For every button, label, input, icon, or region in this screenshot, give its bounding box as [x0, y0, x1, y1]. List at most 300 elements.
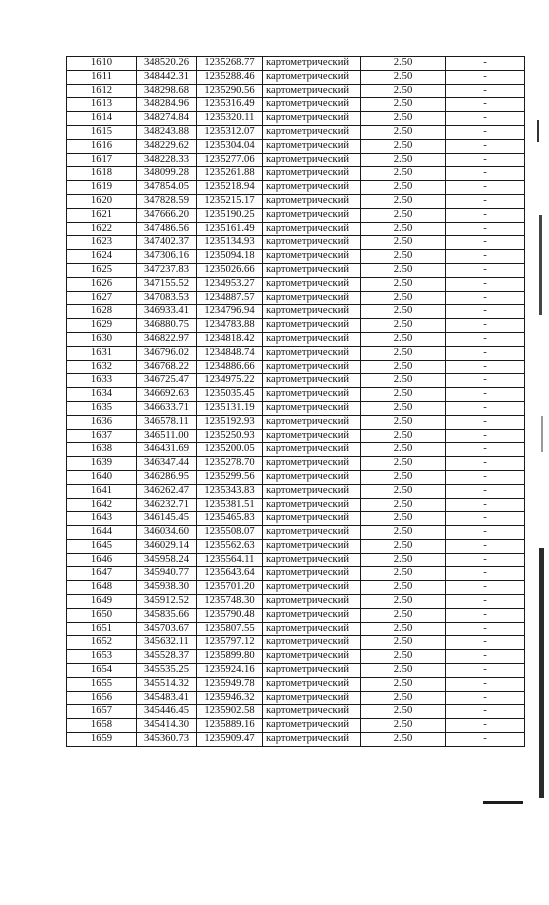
point-number-cell: 1637 — [67, 429, 137, 443]
accuracy-cell: 2.50 — [361, 236, 446, 250]
point-number-cell: 1656 — [67, 691, 137, 705]
accuracy-cell: 2.50 — [361, 222, 446, 236]
table-row — [67, 98, 525, 112]
scan-artifact — [541, 416, 543, 452]
accuracy-cell: 2.50 — [361, 484, 446, 498]
method-cell: картометрический — [263, 650, 361, 664]
description-cell: - — [446, 167, 525, 181]
description-cell: - — [446, 388, 525, 402]
x-coordinate-cell: 345446.45 — [137, 705, 197, 719]
accuracy-cell: 2.50 — [361, 57, 446, 71]
description-cell: - — [446, 581, 525, 595]
y-coordinate-cell: 1235268.77 — [197, 57, 263, 71]
y-coordinate-cell: 1235889.16 — [197, 719, 263, 733]
table-row — [67, 608, 525, 622]
method-cell: картометрический — [263, 167, 361, 181]
accuracy-cell: 2.50 — [361, 208, 446, 222]
y-coordinate-cell: 1234796.94 — [197, 305, 263, 319]
x-coordinate-cell: 346286.95 — [137, 470, 197, 484]
point-number-cell: 1650 — [67, 608, 137, 622]
y-coordinate-cell: 1235316.49 — [197, 98, 263, 112]
method-cell: картометрический — [263, 553, 361, 567]
table-row — [67, 636, 525, 650]
y-coordinate-cell: 1235192.93 — [197, 415, 263, 429]
table-row — [67, 194, 525, 208]
x-coordinate-cell: 348274.84 — [137, 112, 197, 126]
y-coordinate-cell: 1235899.80 — [197, 650, 263, 664]
method-cell: картометрический — [263, 733, 361, 747]
x-coordinate-cell: 345360.73 — [137, 733, 197, 747]
coordinates-table-body — [67, 57, 525, 747]
point-number-cell: 1639 — [67, 457, 137, 471]
accuracy-cell: 2.50 — [361, 112, 446, 126]
point-number-cell: 1652 — [67, 636, 137, 650]
table-row — [67, 484, 525, 498]
point-number-cell: 1638 — [67, 443, 137, 457]
table-row — [67, 305, 525, 319]
description-cell: - — [446, 539, 525, 553]
table-row — [67, 84, 525, 98]
accuracy-cell: 2.50 — [361, 250, 446, 264]
table-row — [67, 57, 525, 71]
description-cell: - — [446, 719, 525, 733]
method-cell: картометрический — [263, 429, 361, 443]
description-cell: - — [446, 277, 525, 291]
description-cell: - — [446, 153, 525, 167]
x-coordinate-cell: 346578.11 — [137, 415, 197, 429]
y-coordinate-cell: 1234848.74 — [197, 346, 263, 360]
x-coordinate-cell: 348243.88 — [137, 125, 197, 139]
method-cell: картометрический — [263, 595, 361, 609]
description-cell: - — [446, 415, 525, 429]
point-number-cell: 1640 — [67, 470, 137, 484]
description-cell: - — [446, 470, 525, 484]
y-coordinate-cell: 1235701.20 — [197, 581, 263, 595]
table-row — [67, 705, 525, 719]
x-coordinate-cell: 345912.52 — [137, 595, 197, 609]
y-coordinate-cell: 1235807.55 — [197, 622, 263, 636]
y-coordinate-cell: 1235250.93 — [197, 429, 263, 443]
point-number-cell: 1631 — [67, 346, 137, 360]
table-row — [67, 208, 525, 222]
table-row — [67, 429, 525, 443]
description-cell: - — [446, 457, 525, 471]
table-row — [67, 181, 525, 195]
method-cell: картометрический — [263, 57, 361, 71]
accuracy-cell: 2.50 — [361, 470, 446, 484]
point-number-cell: 1641 — [67, 484, 137, 498]
method-cell: картометрический — [263, 346, 361, 360]
method-cell: картометрический — [263, 622, 361, 636]
accuracy-cell: 2.50 — [361, 650, 446, 664]
y-coordinate-cell: 1235200.05 — [197, 443, 263, 457]
accuracy-cell: 2.50 — [361, 84, 446, 98]
point-number-cell: 1635 — [67, 401, 137, 415]
x-coordinate-cell: 348228.33 — [137, 153, 197, 167]
accuracy-cell: 2.50 — [361, 360, 446, 374]
accuracy-cell: 2.50 — [361, 595, 446, 609]
x-coordinate-cell: 348229.62 — [137, 139, 197, 153]
y-coordinate-cell: 1235131.19 — [197, 401, 263, 415]
description-cell: - — [446, 595, 525, 609]
y-coordinate-cell: 1235924.16 — [197, 664, 263, 678]
x-coordinate-cell: 348284.96 — [137, 98, 197, 112]
x-coordinate-cell: 345940.77 — [137, 567, 197, 581]
x-coordinate-cell: 346431.69 — [137, 443, 197, 457]
method-cell: картометрический — [263, 139, 361, 153]
y-coordinate-cell: 1235381.51 — [197, 498, 263, 512]
x-coordinate-cell: 346034.60 — [137, 526, 197, 540]
point-number-cell: 1642 — [67, 498, 137, 512]
method-cell: картометрический — [263, 539, 361, 553]
y-coordinate-cell: 1235218.94 — [197, 181, 263, 195]
table-row — [67, 250, 525, 264]
table-row — [67, 388, 525, 402]
scan-artifact — [537, 120, 539, 142]
method-cell: картометрический — [263, 719, 361, 733]
point-number-cell: 1619 — [67, 181, 137, 195]
y-coordinate-cell: 1235343.83 — [197, 484, 263, 498]
y-coordinate-cell: 1235094.18 — [197, 250, 263, 264]
point-number-cell: 1629 — [67, 319, 137, 333]
accuracy-cell: 2.50 — [361, 388, 446, 402]
y-coordinate-cell: 1235643.64 — [197, 567, 263, 581]
method-cell: картометрический — [263, 512, 361, 526]
y-coordinate-cell: 1234886.66 — [197, 360, 263, 374]
point-number-cell: 1657 — [67, 705, 137, 719]
description-cell: - — [446, 677, 525, 691]
scan-artifact — [483, 801, 523, 804]
description-cell: - — [446, 664, 525, 678]
method-cell: картометрический — [263, 677, 361, 691]
table-row — [67, 677, 525, 691]
description-cell: - — [446, 236, 525, 250]
method-cell: картометрический — [263, 291, 361, 305]
accuracy-cell: 2.50 — [361, 70, 446, 84]
accuracy-cell: 2.50 — [361, 512, 446, 526]
description-cell: - — [446, 650, 525, 664]
y-coordinate-cell: 1235304.04 — [197, 139, 263, 153]
method-cell: картометрический — [263, 705, 361, 719]
point-number-cell: 1623 — [67, 236, 137, 250]
point-number-cell: 1632 — [67, 360, 137, 374]
table-row — [67, 539, 525, 553]
point-number-cell: 1615 — [67, 125, 137, 139]
accuracy-cell: 2.50 — [361, 415, 446, 429]
method-cell: картометрический — [263, 208, 361, 222]
x-coordinate-cell: 346796.02 — [137, 346, 197, 360]
x-coordinate-cell: 345958.24 — [137, 553, 197, 567]
method-cell: картометрический — [263, 401, 361, 415]
accuracy-cell: 2.50 — [361, 526, 446, 540]
accuracy-cell: 2.50 — [361, 181, 446, 195]
table-row — [67, 512, 525, 526]
x-coordinate-cell: 346511.00 — [137, 429, 197, 443]
description-cell: - — [446, 512, 525, 526]
y-coordinate-cell: 1235161.49 — [197, 222, 263, 236]
accuracy-cell: 2.50 — [361, 346, 446, 360]
accuracy-cell: 2.50 — [361, 277, 446, 291]
y-coordinate-cell: 1235134.93 — [197, 236, 263, 250]
y-coordinate-cell: 1235562.63 — [197, 539, 263, 553]
accuracy-cell: 2.50 — [361, 691, 446, 705]
point-number-cell: 1630 — [67, 332, 137, 346]
table-row — [67, 346, 525, 360]
x-coordinate-cell: 345632.11 — [137, 636, 197, 650]
table-row — [67, 457, 525, 471]
point-number-cell: 1611 — [67, 70, 137, 84]
accuracy-cell: 2.50 — [361, 539, 446, 553]
point-number-cell: 1644 — [67, 526, 137, 540]
description-cell: - — [446, 208, 525, 222]
description-cell: - — [446, 429, 525, 443]
y-coordinate-cell: 1235288.46 — [197, 70, 263, 84]
description-cell: - — [446, 84, 525, 98]
accuracy-cell: 2.50 — [361, 553, 446, 567]
point-number-cell: 1628 — [67, 305, 137, 319]
description-cell: - — [446, 484, 525, 498]
accuracy-cell: 2.50 — [361, 401, 446, 415]
x-coordinate-cell: 346232.71 — [137, 498, 197, 512]
x-coordinate-cell: 347828.59 — [137, 194, 197, 208]
x-coordinate-cell: 346692.63 — [137, 388, 197, 402]
y-coordinate-cell: 1235465.83 — [197, 512, 263, 526]
table-row — [67, 595, 525, 609]
method-cell: картометрический — [263, 250, 361, 264]
x-coordinate-cell: 347155.52 — [137, 277, 197, 291]
y-coordinate-cell: 1235909.47 — [197, 733, 263, 747]
description-cell: - — [446, 636, 525, 650]
point-number-cell: 1649 — [67, 595, 137, 609]
y-coordinate-cell: 1235215.17 — [197, 194, 263, 208]
table-row — [67, 153, 525, 167]
table-row — [67, 470, 525, 484]
point-number-cell: 1612 — [67, 84, 137, 98]
x-coordinate-cell: 346822.97 — [137, 332, 197, 346]
method-cell: картометрический — [263, 581, 361, 595]
table-row — [67, 719, 525, 733]
description-cell: - — [446, 57, 525, 71]
table-row — [67, 236, 525, 250]
table-row — [67, 70, 525, 84]
table-row — [67, 567, 525, 581]
accuracy-cell: 2.50 — [361, 332, 446, 346]
y-coordinate-cell: 1235320.11 — [197, 112, 263, 126]
y-coordinate-cell: 1235946.32 — [197, 691, 263, 705]
table-row — [67, 526, 525, 540]
table-row — [67, 263, 525, 277]
x-coordinate-cell: 347486.56 — [137, 222, 197, 236]
x-coordinate-cell: 345535.25 — [137, 664, 197, 678]
x-coordinate-cell: 346725.47 — [137, 374, 197, 388]
table-row — [67, 360, 525, 374]
method-cell: картометрический — [263, 484, 361, 498]
method-cell: картометрический — [263, 277, 361, 291]
point-number-cell: 1646 — [67, 553, 137, 567]
point-number-cell: 1625 — [67, 263, 137, 277]
y-coordinate-cell: 1235949.78 — [197, 677, 263, 691]
method-cell: картометрический — [263, 222, 361, 236]
x-coordinate-cell: 345703.67 — [137, 622, 197, 636]
accuracy-cell: 2.50 — [361, 457, 446, 471]
description-cell: - — [446, 401, 525, 415]
y-coordinate-cell: 1235290.56 — [197, 84, 263, 98]
description-cell: - — [446, 194, 525, 208]
x-coordinate-cell: 347666.20 — [137, 208, 197, 222]
method-cell: картометрический — [263, 443, 361, 457]
description-cell: - — [446, 622, 525, 636]
y-coordinate-cell: 1235797.12 — [197, 636, 263, 650]
accuracy-cell: 2.50 — [361, 194, 446, 208]
point-number-cell: 1620 — [67, 194, 137, 208]
y-coordinate-cell: 1235278.70 — [197, 457, 263, 471]
description-cell: - — [446, 498, 525, 512]
x-coordinate-cell: 346933.41 — [137, 305, 197, 319]
point-number-cell: 1618 — [67, 167, 137, 181]
table-row — [67, 650, 525, 664]
method-cell: картометрический — [263, 374, 361, 388]
point-number-cell: 1610 — [67, 57, 137, 71]
accuracy-cell: 2.50 — [361, 319, 446, 333]
method-cell: картометрический — [263, 526, 361, 540]
y-coordinate-cell: 1235035.45 — [197, 388, 263, 402]
table-row — [67, 498, 525, 512]
method-cell: картометрический — [263, 608, 361, 622]
point-number-cell: 1651 — [67, 622, 137, 636]
point-number-cell: 1647 — [67, 567, 137, 581]
accuracy-cell: 2.50 — [361, 443, 446, 457]
coordinates-table — [66, 56, 525, 747]
point-number-cell: 1643 — [67, 512, 137, 526]
description-cell: - — [446, 733, 525, 747]
x-coordinate-cell: 348520.26 — [137, 57, 197, 71]
point-number-cell: 1648 — [67, 581, 137, 595]
accuracy-cell: 2.50 — [361, 636, 446, 650]
x-coordinate-cell: 348442.31 — [137, 70, 197, 84]
point-number-cell: 1621 — [67, 208, 137, 222]
point-number-cell: 1633 — [67, 374, 137, 388]
description-cell: - — [446, 374, 525, 388]
x-coordinate-cell: 346768.22 — [137, 360, 197, 374]
y-coordinate-cell: 1234953.27 — [197, 277, 263, 291]
x-coordinate-cell: 348298.68 — [137, 84, 197, 98]
table-row — [67, 167, 525, 181]
x-coordinate-cell: 345414.30 — [137, 719, 197, 733]
accuracy-cell: 2.50 — [361, 291, 446, 305]
table-row — [67, 581, 525, 595]
description-cell: - — [446, 608, 525, 622]
accuracy-cell: 2.50 — [361, 429, 446, 443]
point-number-cell: 1645 — [67, 539, 137, 553]
y-coordinate-cell: 1234783.88 — [197, 319, 263, 333]
accuracy-cell: 2.50 — [361, 305, 446, 319]
description-cell: - — [446, 691, 525, 705]
x-coordinate-cell: 347083.53 — [137, 291, 197, 305]
x-coordinate-cell: 346347.44 — [137, 457, 197, 471]
point-number-cell: 1617 — [67, 153, 137, 167]
description-cell: - — [446, 346, 525, 360]
method-cell: картометрический — [263, 415, 361, 429]
point-number-cell: 1655 — [67, 677, 137, 691]
method-cell: картометрический — [263, 125, 361, 139]
x-coordinate-cell: 347306.16 — [137, 250, 197, 264]
accuracy-cell: 2.50 — [361, 677, 446, 691]
x-coordinate-cell: 345835.66 — [137, 608, 197, 622]
table-row — [67, 319, 525, 333]
point-number-cell: 1613 — [67, 98, 137, 112]
point-number-cell: 1626 — [67, 277, 137, 291]
accuracy-cell: 2.50 — [361, 664, 446, 678]
accuracy-cell: 2.50 — [361, 719, 446, 733]
accuracy-cell: 2.50 — [361, 567, 446, 581]
x-coordinate-cell: 346029.14 — [137, 539, 197, 553]
description-cell: - — [446, 567, 525, 581]
x-coordinate-cell: 347402.37 — [137, 236, 197, 250]
point-number-cell: 1653 — [67, 650, 137, 664]
y-coordinate-cell: 1235790.48 — [197, 608, 263, 622]
y-coordinate-cell: 1235902.58 — [197, 705, 263, 719]
method-cell: картометрический — [263, 305, 361, 319]
x-coordinate-cell: 346262.47 — [137, 484, 197, 498]
accuracy-cell: 2.50 — [361, 98, 446, 112]
x-coordinate-cell: 347237.83 — [137, 263, 197, 277]
x-coordinate-cell: 348099.28 — [137, 167, 197, 181]
description-cell: - — [446, 526, 525, 540]
table-row — [67, 277, 525, 291]
method-cell: картометрический — [263, 319, 361, 333]
accuracy-cell: 2.50 — [361, 705, 446, 719]
y-coordinate-cell: 1235299.56 — [197, 470, 263, 484]
description-cell: - — [446, 705, 525, 719]
method-cell: картометрический — [263, 470, 361, 484]
method-cell: картометрический — [263, 263, 361, 277]
accuracy-cell: 2.50 — [361, 374, 446, 388]
method-cell: картометрический — [263, 664, 361, 678]
x-coordinate-cell: 345938.30 — [137, 581, 197, 595]
method-cell: картометрический — [263, 498, 361, 512]
table-row — [67, 374, 525, 388]
table-row — [67, 733, 525, 747]
method-cell: картометрический — [263, 84, 361, 98]
x-coordinate-cell: 345514.32 — [137, 677, 197, 691]
point-number-cell: 1636 — [67, 415, 137, 429]
y-coordinate-cell: 1235261.88 — [197, 167, 263, 181]
method-cell: картометрический — [263, 181, 361, 195]
description-cell: - — [446, 332, 525, 346]
table-row — [67, 139, 525, 153]
table-row — [67, 291, 525, 305]
y-coordinate-cell: 1234818.42 — [197, 332, 263, 346]
point-number-cell: 1622 — [67, 222, 137, 236]
method-cell: картометрический — [263, 98, 361, 112]
y-coordinate-cell: 1235748.30 — [197, 595, 263, 609]
description-cell: - — [446, 70, 525, 84]
y-coordinate-cell: 1234975.22 — [197, 374, 263, 388]
method-cell: картометрический — [263, 388, 361, 402]
table-row — [67, 222, 525, 236]
description-cell: - — [446, 125, 525, 139]
x-coordinate-cell: 346145.45 — [137, 512, 197, 526]
method-cell: картометрический — [263, 153, 361, 167]
point-number-cell: 1659 — [67, 733, 137, 747]
table-row — [67, 664, 525, 678]
accuracy-cell: 2.50 — [361, 733, 446, 747]
method-cell: картометрический — [263, 236, 361, 250]
table-row — [67, 112, 525, 126]
y-coordinate-cell: 1235508.07 — [197, 526, 263, 540]
method-cell: картометрический — [263, 332, 361, 346]
y-coordinate-cell: 1235312.07 — [197, 125, 263, 139]
